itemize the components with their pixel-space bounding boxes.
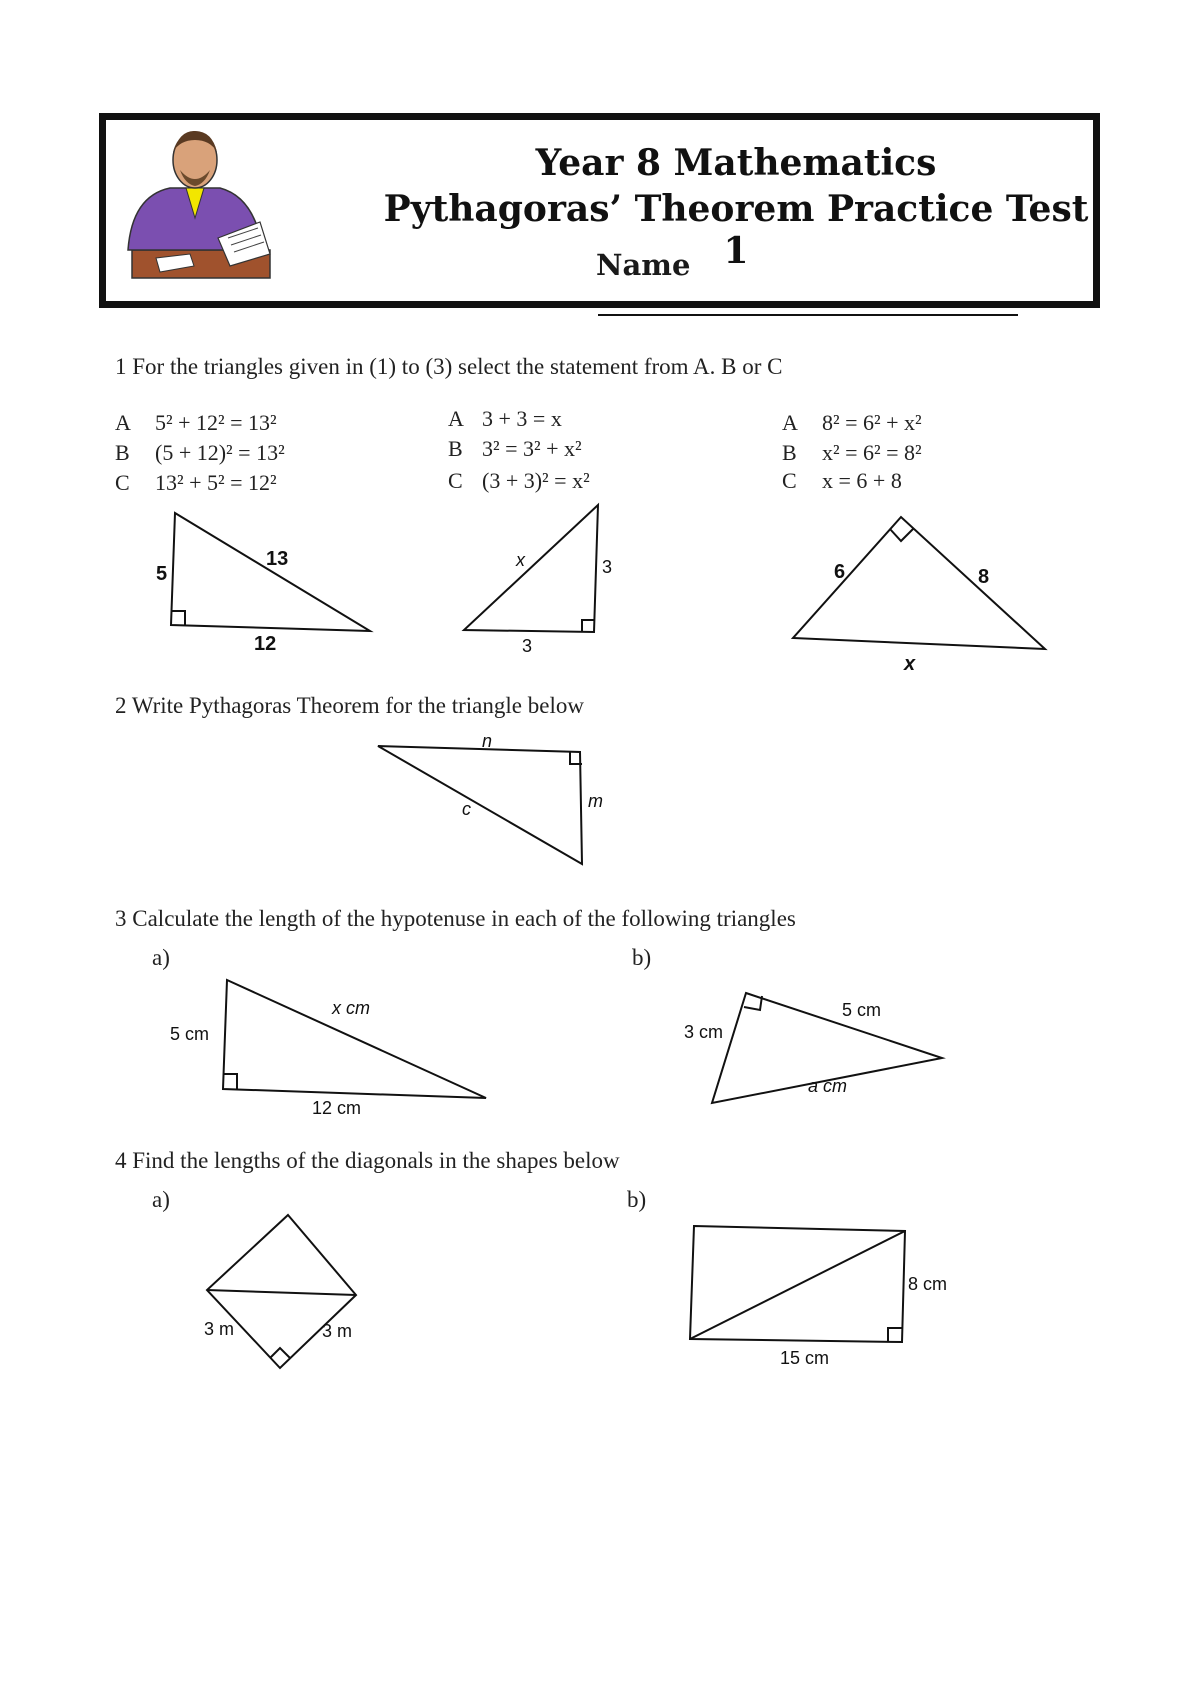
q1-tri1-hyp-label: 13	[266, 548, 289, 570]
q1-triangle-3	[793, 517, 1045, 649]
q4a-left-label: 3 m	[204, 1319, 235, 1339]
q3b-top-label: 5 cm	[842, 1000, 882, 1020]
q2-triangle	[378, 746, 582, 864]
q4a-right-label: 3 m	[322, 1321, 353, 1341]
q1-set1-option-c: C 13² + 5² = 12²	[115, 470, 277, 495]
q1-tri2-hyp-label: x	[516, 550, 525, 570]
q3-part-a-label: a)	[152, 945, 170, 970]
q1-tri1-side-label: 5	[156, 563, 168, 585]
q1-set2-option-b: B 3² = 3² + x²	[448, 436, 582, 461]
q1-tri2-side-label: 3	[602, 557, 613, 577]
q1-set1-option-b: B (5 + 12)² = 13²	[115, 440, 285, 465]
q4a-diagonal	[207, 1290, 356, 1295]
q3-part-b-label: b)	[632, 945, 652, 970]
q2-top-label: n	[482, 731, 493, 751]
q1-set1-option-a: A 5² + 12² = 13²	[115, 410, 277, 435]
q1-set2-option-c: C (3 + 3)² = x²	[448, 468, 590, 493]
q2-prompt: 2 Write Pythagoras Theorem for the triangle below	[115, 693, 584, 718]
q4b-base-label: 15 cm	[780, 1348, 830, 1368]
name-label: Name	[596, 248, 691, 282]
q1-set3-option-b: B x² = 6² = 8²	[782, 440, 922, 465]
q2-hyp-label: c	[462, 799, 471, 819]
q3b-side-label: 3 cm	[684, 1022, 724, 1042]
q3a-base-label: 12 cm	[312, 1098, 362, 1118]
q4b-diagonal	[690, 1231, 905, 1339]
q4-prompt: 4 Find the lengths of the diagonals in the shapes below	[115, 1148, 620, 1173]
q3b-base-label: a cm	[808, 1076, 848, 1096]
q1-tri3-right-label: 8	[978, 566, 990, 588]
q3a-side-label: 5 cm	[170, 1024, 210, 1044]
q2-side-label: m	[588, 791, 603, 811]
q1-tri1-base-label: 12	[254, 633, 277, 655]
q3-prompt: 3 Calculate the length of the hypotenuse in each of the following triangles	[115, 906, 796, 931]
title-line-1: Year 8 Mathematics	[535, 142, 937, 184]
q1-tri3-left-label: 6	[834, 561, 846, 583]
q4-part-a-label: a)	[152, 1187, 170, 1212]
q1-prompt: 1 For the triangles given in (1) to (3) select the statement from A. B or C	[115, 354, 783, 379]
q1-tri2-base-label: 3	[522, 636, 533, 656]
q4-part-b-label: b)	[627, 1187, 647, 1212]
q1-set3-option-a: A 8² = 6² + x²	[782, 410, 922, 435]
title-line-2: Pythagoras’ Theorem Practice Test 1	[383, 188, 1089, 272]
q1-tri3-base-label: x	[904, 653, 916, 675]
q1-triangle-2	[464, 505, 598, 632]
q1-set2-option-a: A 3 + 3 = x	[448, 406, 562, 431]
q4b-side-label: 8 cm	[908, 1274, 948, 1294]
q1-triangle-1	[171, 513, 370, 631]
q1-set3-option-c: C x = 6 + 8	[782, 468, 902, 493]
q3a-hyp-label: x cm	[332, 998, 370, 1018]
